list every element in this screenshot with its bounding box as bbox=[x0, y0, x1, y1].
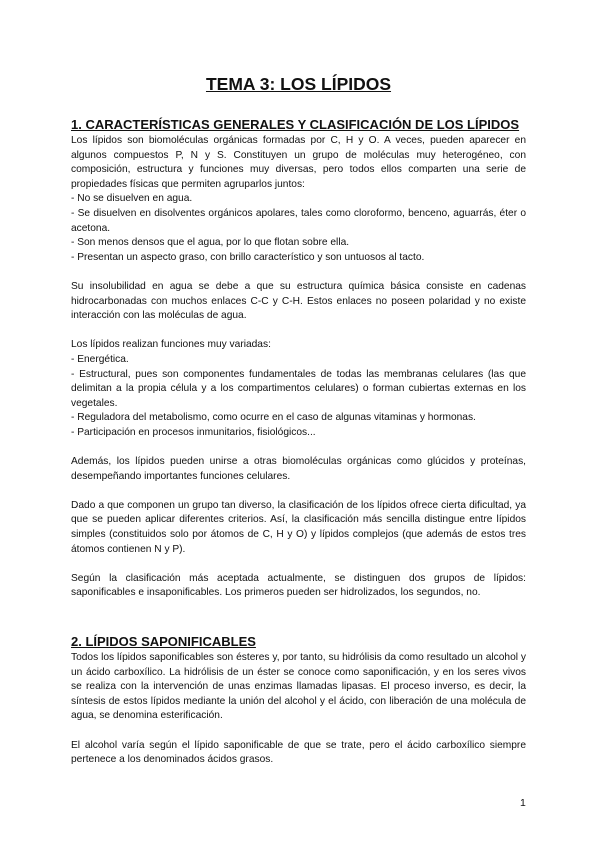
saponifiable-paragraph-2: El alcohol varía según el lípido saponificable de que se trate, pero el ácido carboxílico siempre pertenece a los denominados ácidos grasos. bbox=[71, 739, 526, 766]
intro-paragraph: Los lípidos son biomoléculas orgánicas formadas por C, H y O. A veces, pueden aparecer en algunos compuestos P, N y S. Constituyen un grupo de moléculas muy heterogéneo, con composición, estructura y funciones muy diversas, pero todos ellos comparten una serie de propiedades físicas que permiten agruparlos juntos: bbox=[71, 135, 526, 190]
property-item: - No se disuelven en agua. bbox=[71, 193, 193, 205]
function-item: - Reguladora del metabolismo, como ocurre en el caso de algunas vitaminas y hormonas. bbox=[71, 412, 476, 424]
saponifiable-paragraph-1: Todos los lípidos saponificables son ésteres y, por tanto, su hidrólisis da como resultado un alcohol y un ácido carboxílico. La hidrólisis de un éster se conoce como saponificación, y en los seres vivos se realiza con la intervención de unas enzimas llamadas lipasas. El proceso inverso, es decir, la síntesis de estos lípidos mediante la unión del alcohol y el ácido, con liberación de una molécula de agua, se denomina esterificación. bbox=[71, 652, 526, 722]
classification-paragraph: Dado a que componen un grupo tan diverso, la clasificación de los lípidos ofrece cierta dificultad, ya que se pueden aplicar diferentes criterios. Así, la clasificación más sencilla distingue entre lípidos simples (constituidos solo por átomos de C, H y O) y lípidos complejos (que además de estos tres átomos contienen N y P). bbox=[71, 499, 526, 555]
page-number: 1 bbox=[520, 797, 526, 809]
functions-intro: Los lípidos realizan funciones muy variadas: bbox=[71, 339, 271, 351]
section-heading: 1. CARACTERÍSTICAS GENERALES Y CLASIFICACIÓN DE LOS LÍPIDOS bbox=[71, 117, 520, 132]
section-saponifiable bbox=[71, 632, 526, 768]
union-paragraph: Además, los lípidos pueden unirse a otras biomoléculas orgánicas como glúcidos y proteínas, desempeñando importantes funciones celulares. bbox=[71, 456, 526, 482]
section-heading: 2. LÍPIDOS SAPONIFICABLES bbox=[71, 634, 256, 649]
function-item: - Participación en procesos inmunitarios, fisiológicos... bbox=[71, 426, 316, 438]
property-item: - Se disuelven en disolventes orgánicos apolares, tales como cloroformo, benceno, aguarrás, éter o acetona. bbox=[71, 207, 526, 234]
function-item: - Estructural, pues son componentes fundamentales de todas las membranas celulares (las que delimitan a la propia célula y a los compartimentos celulares) o forman cubiertas externas en los vegetales. bbox=[71, 368, 526, 409]
function-item: - Energética. bbox=[71, 353, 129, 365]
accepted-classification-paragraph: Según la clasificación más aceptada actualmente, se distinguen dos grupos de lípidos: saponificables e insaponificables. Los primeros pueden ser hidrolizados, los segundos, no. bbox=[71, 572, 526, 599]
insolubility-paragraph: Su insolubilidad en agua se debe a que su estructura química básica consiste en cadenas hidrocarbonadas con muchos enlaces C-C y C-H. Estos enlaces no poseen polaridad y no existe interacción con las moléculas de agua. bbox=[71, 280, 526, 322]
property-item: - Son menos densos que el agua, por lo que flotan sobre ella. bbox=[71, 237, 350, 249]
section-characteristics bbox=[71, 115, 526, 601]
page-title: TEMA 3: LOS LÍPIDOS bbox=[205, 74, 392, 94]
property-item: - Presentan un aspecto graso, con brillo característico y son untuosos al tacto. bbox=[71, 251, 425, 263]
